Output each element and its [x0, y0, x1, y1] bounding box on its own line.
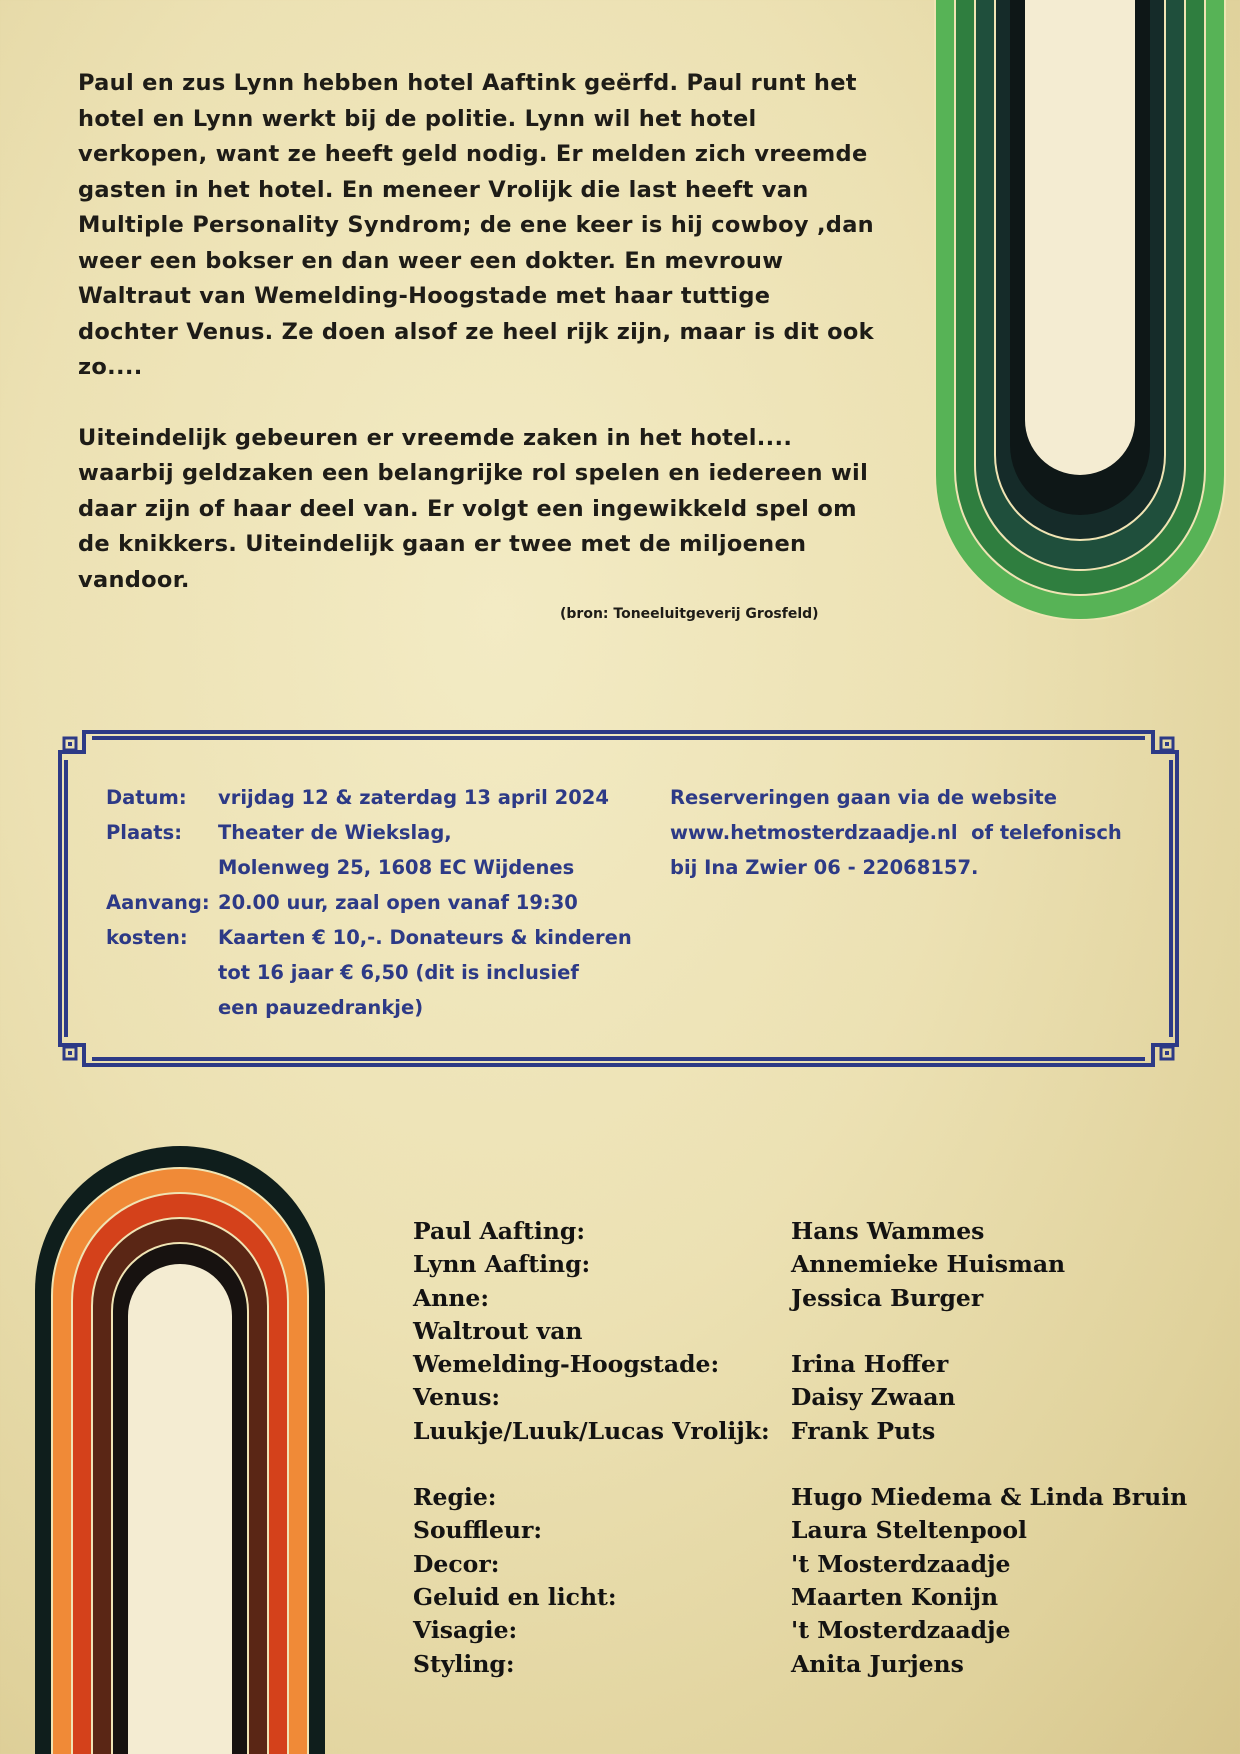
- crew-member: Laura Steltenpool: [791, 1516, 1027, 1545]
- date-value: vrijdag 12 & zaterdag 13 april 2024: [218, 786, 609, 809]
- cast-row: [413, 1315, 1213, 1348]
- cast-row: [413, 1282, 1213, 1315]
- cast-role: Venus:: [413, 1383, 501, 1412]
- cost-value-2: tot 16 jaar € 6,50 (dit is inclusief: [218, 961, 579, 984]
- cast-row: [413, 1248, 1213, 1281]
- cost-value-1: Kaarten € 10,-. Donateurs & kinderen: [218, 926, 632, 949]
- cast-actor: Jessica Burger: [791, 1283, 984, 1312]
- crew-row: [413, 1514, 1213, 1547]
- cast-role: Anne:: [413, 1283, 490, 1312]
- start-label: Aanvang:: [106, 891, 210, 914]
- crew-role: Souffleur:: [413, 1516, 543, 1545]
- place-value-2: Molenweg 25, 1608 EC Wijdenes: [218, 856, 575, 879]
- source-credit: (bron: Toneeluitgeverij Grosfeld): [560, 606, 819, 622]
- cast-row: [413, 1415, 1213, 1448]
- cost-row-2: [106, 955, 686, 990]
- cost-value-3: een pauzedrankje): [218, 996, 424, 1019]
- orange-arch-decoration: [30, 1146, 330, 1754]
- cost-label: kosten:: [106, 926, 188, 949]
- start-value: 20.00 uur, zaal open vanaf 19:30: [218, 891, 578, 914]
- cast-actor: Daisy Zwaan: [791, 1383, 956, 1412]
- date-row: [106, 780, 686, 815]
- cast-role: Paul Aafting:: [413, 1217, 586, 1245]
- story-paragraph-1: Paul en zus Lynn hebben hotel Aaftink geërfd. Paul runt het hotel en Lynn werkt bij de politie. Lynn wil het hotel verkopen, want ze heeft geld nodig. Er melden zich vreemde gasten in het hotel. En meneer Vrolijk die last heeft van Multiple Personality Syndrom; de ene keer is hij cowboy ,dan weer een bokser en dan weer een dokter. En mevrouw Waltraut van Wemelding-Hoogstade met haar tuttige dochter Venus. Ze doen alsof ze heel rijk zijn, maar is dit ook zo....: [78, 70, 874, 380]
- crew-member: Maarten Konijn: [791, 1582, 999, 1611]
- reservation-line-1: Reserveringen gaan via de website: [670, 786, 1057, 809]
- cast-role: Luukje/Luuk/Lucas Vrolijk:: [413, 1416, 770, 1445]
- event-details: [106, 780, 686, 1025]
- cost-row: [106, 920, 686, 955]
- cast-actor: Frank Puts: [791, 1416, 936, 1445]
- cast-actor: Irina Hoffer: [791, 1350, 949, 1379]
- date-label: Datum:: [106, 786, 187, 809]
- crew-row: [413, 1648, 1213, 1681]
- crew-member: 't Mosterdzaadje: [791, 1616, 1011, 1645]
- start-row: [106, 885, 686, 920]
- cast-role: Lynn Aafting:: [413, 1250, 591, 1279]
- place-row: [106, 815, 686, 850]
- place-value-1: Theater de Wiekslag,: [218, 821, 452, 844]
- cast-row: [413, 1215, 1213, 1248]
- crew-role: Styling:: [413, 1649, 515, 1678]
- cast-row: [413, 1348, 1213, 1381]
- crew-row: [413, 1548, 1213, 1581]
- crew-member: Hugo Miedema & Linda Bruin: [791, 1483, 1188, 1512]
- cost-row-3: [106, 990, 686, 1025]
- place-row-2: [106, 850, 686, 885]
- cast-row: [413, 1381, 1213, 1414]
- crew-row: [413, 1614, 1213, 1647]
- cast-list: [413, 1215, 1213, 1681]
- cast-role: Waltrout van: [413, 1316, 583, 1345]
- place-label: Plaats:: [106, 821, 183, 844]
- crew-row: [413, 1581, 1213, 1614]
- cast-actor: Hans Wammes: [791, 1217, 985, 1245]
- crew-role: Decor:: [413, 1549, 500, 1578]
- crew-member: 't Mosterdzaadje: [791, 1549, 1011, 1578]
- crew-member: Anita Jurjens: [791, 1649, 964, 1678]
- crew-row: [413, 1481, 1213, 1514]
- story-paragraph-2: Uiteindelijk gebeuren er vreemde zaken in het hotel.... waarbij geldzaken een belangrijke rol spelen en iedereen wil daar zijn of haar deel van. Er volgt een ingewikkeld spel om de knikkers. Uiteindelijk gaan er twee met de miljoenen vandoor.: [78, 424, 869, 593]
- story-text: [78, 66, 878, 598]
- cast-actor: Annemieke Huisman: [791, 1250, 1066, 1279]
- reservation-phone: bij Ina Zwier 06 - 22068157.: [670, 856, 979, 879]
- cast-role: Wemelding-Hoogstade:: [413, 1350, 720, 1379]
- green-arch-decoration: [930, 0, 1230, 620]
- crew-role: Visagie:: [413, 1616, 518, 1645]
- crew-role: Geluid en licht:: [413, 1582, 617, 1611]
- cast-actor: [791, 1315, 1213, 1348]
- reservation-website: www.hetmosterdzaadje.nl of telefonisch: [670, 821, 1122, 844]
- reservation-info: [670, 780, 1150, 885]
- crew-role: Regie:: [413, 1483, 497, 1512]
